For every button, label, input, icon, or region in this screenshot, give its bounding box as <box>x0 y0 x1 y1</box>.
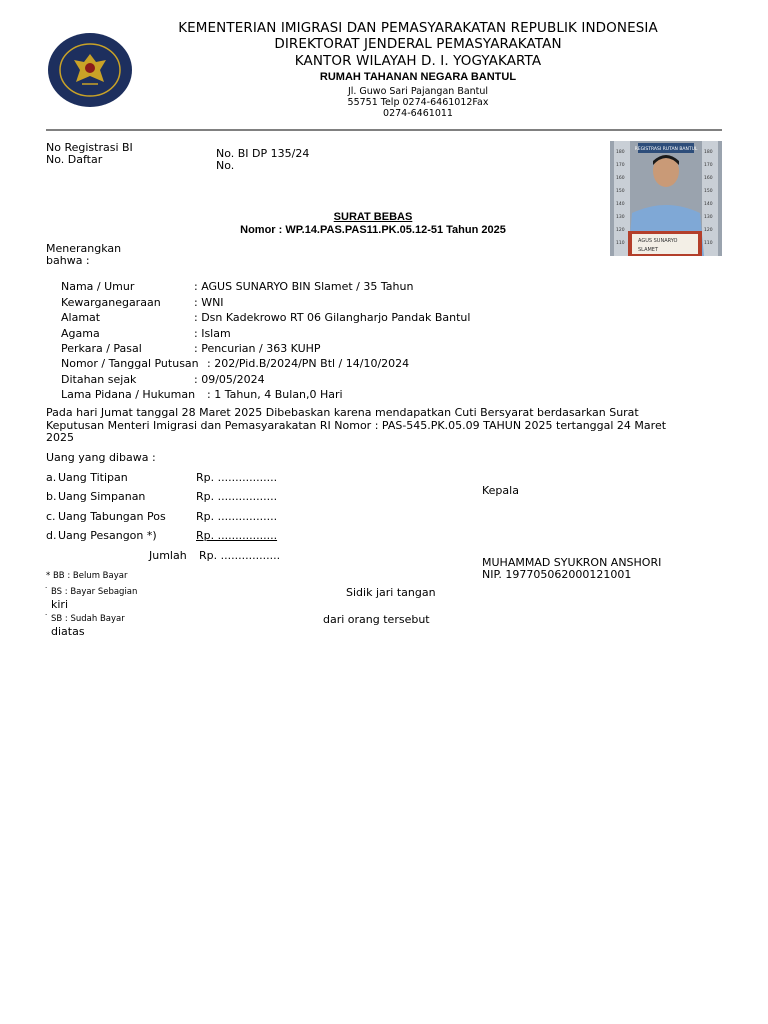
detail-value-religion: : Islam <box>194 327 231 340</box>
money-heading: Uang yang dibawa : <box>46 451 156 464</box>
money-letter-b: b. <box>46 490 57 503</box>
detail-label-religion: Agama <box>61 327 100 340</box>
fingerprint-label: Sidik jari tangan <box>346 586 436 599</box>
detail-label-sentence: Lama Pidana / Hukuman <box>61 388 196 401</box>
release-line-1: Pada hari Jumat tanggal 28 Maret 2025 Dibebaskan karena mendapatkan Cuti Bersyarat berdasarkan Surat <box>46 406 639 419</box>
detail-value-detained: : 09/05/2024 <box>194 373 265 386</box>
money-value-simpanan: Rp. ................. <box>196 490 278 503</box>
ruler-mark: 130 <box>616 215 625 220</box>
header-ministry: KEMENTERIAN IMIGRASI DAN PEMASYARAKATAN REPUBLIK INDONESIA <box>178 20 658 36</box>
money-letter-c: c. <box>46 510 56 523</box>
money-letter-d: d. <box>46 529 57 542</box>
detail-value-address: : Dsn Kadekrowo RT 06 Gilangharjo Pandak Bantul <box>194 311 471 324</box>
ministry-logo <box>46 32 134 108</box>
signatory-name: MUHAMMAD SYUKRON ANSHORI <box>482 556 662 569</box>
document-number: Nomor : WP.14.PAS.PAS11.PK.05.12-51 Tahun 2025 <box>240 224 506 236</box>
release-line-2: Keputusan Menteri Imigrasi dan Pemasyarakatan RI Nomor : PAS-545.PK.05.09 TAHUN 2025 tertanggal 24 Maret <box>46 418 667 432</box>
ruler-mark: 110 <box>616 241 625 246</box>
ruler-mark: 150 <box>704 189 713 194</box>
detail-label-name: Nama / Umur <box>61 280 135 293</box>
money-total-label: Jumlah <box>149 549 187 562</box>
signatory-nip: NIP. 197705062000121001 <box>482 568 632 581</box>
money-label-pesangon: Uang Pesangon *) <box>58 529 157 542</box>
detail-label-citizenship: Kewarganegaraan <box>61 296 161 309</box>
registration-label: No Registrasi BI <box>46 141 133 154</box>
note-kiri: kiri <box>51 598 69 611</box>
release-line-3: 2025 <box>46 431 74 444</box>
note-bs: BS : Bayar Sebagian <box>51 587 138 597</box>
detail-value-verdict: : 202/Pid.B/2024/PN Btl / 14/10/2024 <box>207 357 410 370</box>
money-letter-a: a. <box>46 471 57 484</box>
signatory-position: Kepala <box>482 484 519 497</box>
money-label-simpanan: Uang Simpanan <box>58 490 146 503</box>
document-title: SURAT BEBAS <box>333 211 413 223</box>
money-label-tabungan: Uang Tabungan Pos <box>58 510 166 523</box>
note-bs-marker: ˙ <box>44 587 49 597</box>
money-total-value: Rp. ................. <box>199 549 281 562</box>
photo-sign-line-1: AGUS SUNARYO <box>638 238 678 244</box>
ruler-mark: 110 <box>704 241 713 246</box>
money-value-tabungan: Rp. ................. <box>196 510 278 523</box>
header-address-3: 0274-6461011 <box>383 108 453 119</box>
registration-value: No. BI DP 135/24 <box>216 147 310 160</box>
money-value-pesangon: Rp. ................. <box>196 529 278 542</box>
ruler-mark: 120 <box>616 228 625 233</box>
detail-label-verdict: Nomor / Tanggal Putusan <box>61 357 199 370</box>
photo-board-title: REGISTRASI RUTAN BANTUL <box>634 147 698 152</box>
money-label-titipan: Uang Titipan <box>58 471 128 484</box>
ruler-mark: 160 <box>616 176 625 181</box>
header-address-2: 55751 Telp 0274-6461012Fax <box>347 97 489 108</box>
intro-line-2: bahwa : <box>46 254 90 267</box>
money-value-titipan: Rp. ................. <box>196 471 278 484</box>
ruler-mark: 120 <box>704 228 713 233</box>
daftar-label: No. Daftar <box>46 153 103 166</box>
detail-value-sentence: : 1 Tahun, 4 Bulan,0 Hari <box>207 388 343 401</box>
note-sb: SB : Sudah Bayar <box>51 614 125 624</box>
detail-label-detained: Ditahan sejak <box>61 373 137 386</box>
detail-value-name: : AGUS SUNARYO BIN Slamet / 35 Tahun <box>194 280 414 293</box>
header-directorate: DIREKTORAT JENDERAL PEMASYARAKATAN <box>274 36 562 52</box>
ruler-mark: 130 <box>704 215 713 220</box>
release-statement <box>46 407 696 445</box>
note-bb: * BB : Belum Bayar <box>46 571 128 581</box>
ruler-mark: 170 <box>616 163 625 168</box>
daftar-value: No. <box>216 159 235 172</box>
header-address-1: Jl. Guwo Sari Pajangan Bantul <box>347 86 489 97</box>
ruler-mark: 140 <box>704 202 713 207</box>
ruler-mark: 180 <box>704 150 713 155</box>
header-regional-office: KANTOR WILAYAH D. I. YOGYAKARTA <box>294 53 542 69</box>
detail-label-address: Alamat <box>61 311 101 324</box>
header-institution: RUMAH TAHANAN NEGARA BANTUL <box>319 71 517 83</box>
detail-value-case: : Pencurian / 363 KUHP <box>194 342 321 355</box>
ruler-mark: 170 <box>704 163 713 168</box>
header-divider <box>46 129 722 131</box>
ruler-mark: 180 <box>616 150 625 155</box>
detail-label-case: Perkara / Pasal <box>61 342 142 355</box>
fingerprint-owner-label: dari orang tersebut <box>323 613 430 626</box>
ruler-mark: 150 <box>616 189 625 194</box>
intro-line-1: Menerangkan <box>46 242 122 255</box>
ruler-mark: 140 <box>616 202 625 207</box>
ruler-mark: 160 <box>704 176 713 181</box>
photo-sign-line-2: SLAMET <box>638 247 659 253</box>
detail-value-citizenship: : WNI <box>194 296 224 309</box>
note-diatas: diatas <box>51 625 85 638</box>
inmate-photo <box>610 141 722 256</box>
note-sb-marker: ˙ <box>44 614 49 624</box>
